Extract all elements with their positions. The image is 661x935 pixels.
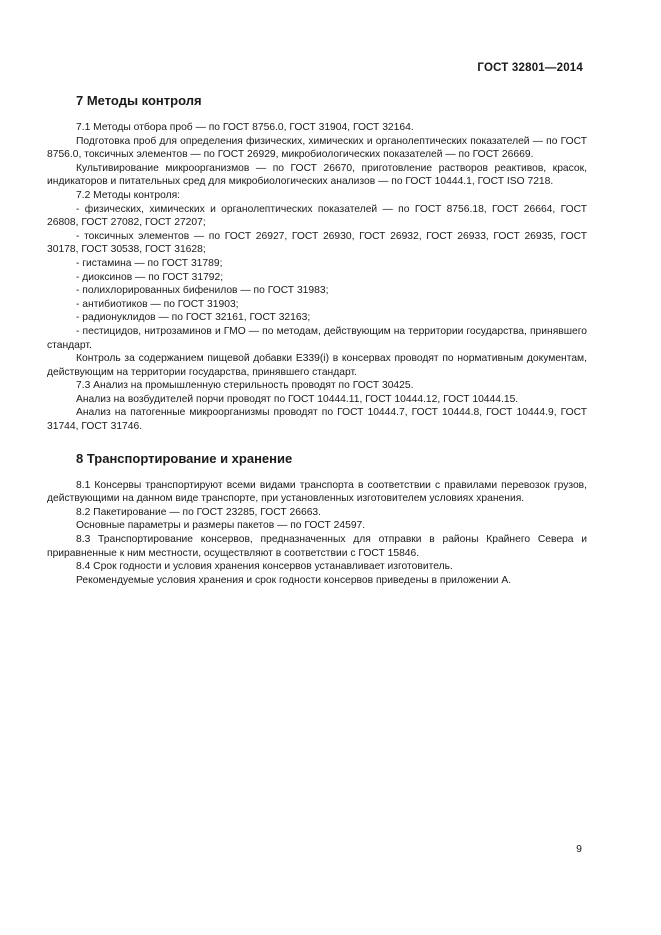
paragraph: Рекомендуемые условия хранения и срок годности консервов приведены в приложении А. — [76, 574, 512, 586]
list-item: - токсичных элементов — по ГОСТ 26927, ГОСТ 26930, ГОСТ 26932, ГОСТ 26933, ГОСТ 26935, ГОСТ 30178, ГОСТ 30538, ГОСТ 31628; — [47, 230, 587, 256]
list-item: - физических, химических и органолептических показателей — по ГОСТ 8756.18, ГОСТ 26664, ГОСТ 26808, ГОСТ 27082, ГОСТ 27207; — [47, 203, 587, 229]
paragraph: 8.2 Пакетирование — по ГОСТ 23285, ГОСТ 26663. — [76, 506, 322, 518]
list-item: - полихлорированных бифенилов — по ГОСТ 31983; — [76, 285, 329, 297]
section-7-body — [47, 121, 587, 434]
list-item: - гистамина — по ГОСТ 31789; — [76, 257, 223, 269]
paragraph: Анализ на патогенные микроорганизмы проводят по ГОСТ 10444.7, ГОСТ 10444.8, ГОСТ 10444.9, ГОСТ 31744, ГОСТ 31746. — [47, 407, 587, 433]
paragraph: 7.1 Методы отбора проб — по ГОСТ 8756.0, ГОСТ 31904, ГОСТ 32164. — [76, 122, 414, 133]
paragraph: Подготовка проб для определения физических, химических и органолептических показателей — по ГОСТ 8756.0, токсичных элементов — по ГОСТ 26929, микробиологических показателей — по ГОСТ 26669. — [47, 135, 587, 161]
list-item: - диоксинов — по ГОСТ 31792; — [76, 271, 224, 283]
paragraph: Контроль за содержанием пищевой добавки Е339(i) в консервах проводят по нормативным документам, действующим на территории государства, принявшего стандарт. — [47, 353, 587, 378]
page-number: 9 — [576, 843, 582, 855]
paragraph: 8.4 Срок годности и условия хранения консервов устанавливает изготовитель. — [76, 561, 453, 573]
section-7-title: 7 Методы контроля — [76, 93, 202, 108]
section-8-title: 8 Транспортирование и хранение — [76, 450, 293, 466]
paragraph: 8.3 Транспортирование консервов, предназначенных для отправки в районы Крайнего Севера и приравненные к ним местности, осуществляют в соответствии с ГОСТ 15846. — [47, 534, 587, 559]
document-code: ГОСТ 32801—2014 — [477, 62, 583, 74]
list-item: - радионуклидов — по ГОСТ 32161, ГОСТ 32163; — [76, 312, 311, 324]
paragraph: 8.1 Консервы транспортируют всеми видами транспорта в соответствии с правилами перевозок грузов, действующими на данном виде транспорте, при установленных изготовителем условиях хранения. — [47, 479, 587, 505]
document-body — [47, 92, 587, 587]
paragraph: 7.2 Методы контроля: — [76, 189, 181, 201]
paragraph: Основные параметры и размеры пакетов — по ГОСТ 24597. — [76, 520, 366, 532]
section-8-body — [47, 479, 587, 588]
paragraph: 7.3 Анализ на промышленную стерильность проводят по ГОСТ 30425. — [76, 380, 414, 392]
paragraph: Культивирование микроорганизмов — по ГОСТ 26670, приготовление растворов реактивов, красок, индикаторов и питательных сред для микробиологических анализов — по ГОСТ 10444.1, ГОСТ ISO 7218. — [47, 162, 587, 188]
list-item: - антибиотиков — по ГОСТ 31903; — [76, 298, 239, 310]
list-item: - пестицидов, нитрозаминов и ГМО — по методам, действующим на территории государства, принявшего стандарт. — [47, 325, 587, 351]
paragraph: Анализ на возбудителей порчи проводят по ГОСТ 10444.11, ГОСТ 10444.12, ГОСТ 10444.15. — [76, 393, 519, 405]
